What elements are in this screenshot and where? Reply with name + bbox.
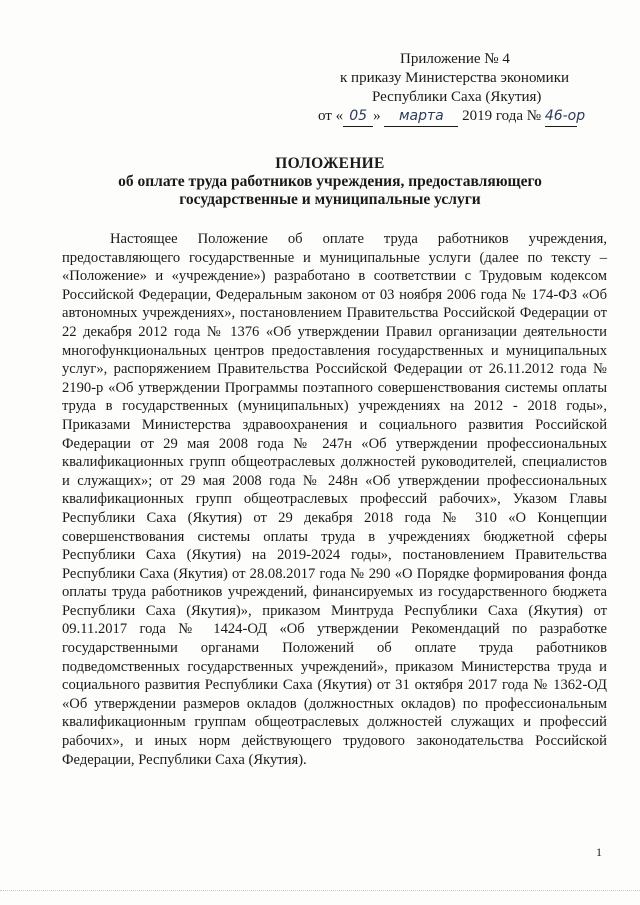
annex-date-line: [300, 107, 600, 127]
date-quote-close: »: [373, 108, 381, 124]
annex-order-reference: к приказу Министерства экономики: [340, 70, 570, 86]
document-title: [60, 155, 600, 209]
title-subtitle: об оплате труда работников учреждения, предоставляющего государственные и муниципальные услуги: [118, 173, 542, 208]
annex-header: [300, 50, 600, 127]
date-year: 2019 года №: [462, 108, 542, 124]
scan-edge-line: [0, 890, 640, 891]
page-number: 1: [596, 845, 602, 859]
handwritten-order-number: 46-ор: [545, 107, 577, 127]
body-paragraph: Настоящее Положение об оплате труда работников учреждения, предоставляющего государственные и муниципальные услуги (далее по тексту – «Положение» и «учреждение») разработано в соответствии с Трудовым кодексом Российской Федерации, Федеральным законом от 03 ноября 2006 года № 174-ФЗ «Об автономных учреждениях», постановлением Правительства Российской Федерации от 22 декабря 2012 года № 1376 «Об утверждении Правил организации деятельности многофункциональных центров предоставления государственных и муниципальных услуг», распоряжением Правительства Российской Федерации от 26.11.2012 года № 2190-р «Об утверждении Программы поэтапного совершенствования системы оплаты труда в государственных (муниципальных) учреждениях на 2012 - 2018 годы», Приказами Министерства здравоохранения и социального развития Российской Федерации от 29 мая 2008 года № 247н «Об утверждении профессиональных квалификационных групп общеотраслевых должностей руководителей, специалистов и служащих»; от 29 мая 2008 года № 248н «Об утверждении профессиональных квалификационных групп общеотраслевых профессий рабочих», Указом Главы Республики Саха (Якутия) от 29 декабря 2018 года № 310 «О Концепции совершенствования системы оплаты труда в учреждениях бюджетной сферы Республики Саха (Якутия) на 2019-2024 годы», постановлением Правительства Республики Саха (Якутия) от 28.08.2017 года № 290 «О Порядке формирования фонда оплаты труда работников учреждений, финансируемых из государственного бюджета Республики Саха (Якутия)», приказом Минтруда Республики Саха (Якутия) от 09.11.2017 года № 1424-ОД «Об утверждении Рекомендаций по разработке государственными органами Положений об оплате труда работников подведомственных государственных учреждений», приказом Министерства труда и социального развития Республики Саха (Якутия) от 31 октября 2017 года № 1362-ОД «Об утверждении размеров окладов (должностных окладов) по профессиональным квалификационным группам общеотраслевых должностей служащих и профессий рабочих», и иных норм действующего трудового законодательства Российской Федерации, Республики Саха (Якутия).: [62, 231, 607, 768]
annex-number: Приложение № 4: [400, 51, 510, 67]
handwritten-month: марта: [384, 107, 458, 127]
date-prefix: от «: [318, 108, 344, 124]
handwritten-day: 05: [343, 107, 373, 127]
title-main: ПОЛОЖЕНИЕ: [275, 155, 385, 172]
annex-republic: Республики Саха (Якутия): [372, 89, 542, 105]
